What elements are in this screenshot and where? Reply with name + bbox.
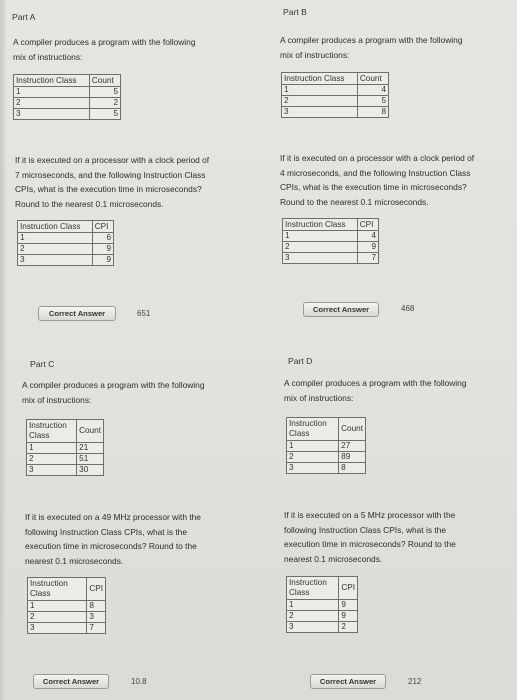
header-instruction-class: Instruction Class [282, 73, 358, 85]
cpi-table [27, 577, 106, 634]
question-text: If it is executed on a 49 MHz processor with the following Instruction Class CPIs, what is the execution time in microseconds? Round to the nearest 0.1 microseconds. [25, 512, 201, 566]
table-row: 3 8 [282, 107, 389, 118]
intro-text: A compiler produces a program with the following mix of instructions: [13, 37, 196, 62]
table-row: 3 2 [287, 622, 358, 633]
table-row: 1 4 [283, 231, 379, 242]
table-row: 2 2 [14, 98, 121, 109]
header-count: Count [339, 418, 366, 441]
correct-answer-button[interactable]: Correct Answer [310, 674, 386, 689]
intro-text: A compiler produces a program with the following mix of instructions: [284, 378, 467, 403]
question-text: If it is executed on a processor with a clock period of 7 microseconds, and the following Instruction Class CPIs, what is the execution time in microseconds? Round to the nearest 0.1 microseconds. [15, 155, 210, 209]
answer-value: 212 [408, 677, 422, 686]
table-row: 2 9 [18, 244, 114, 255]
table-row: 2 51 [27, 454, 104, 465]
table-row: 3 8 [287, 463, 366, 474]
part-title: Part C [30, 359, 55, 369]
question-text: If it is executed on a 5 MHz processor with the following Instruction Class CPIs, what is the execution time in microseconds? Round to the nearest 0.1 microseconds. [284, 510, 456, 564]
header-instruction-class: Instruction Class [287, 418, 339, 441]
part-title: Part B [283, 7, 307, 17]
table-row: 1 27 [287, 441, 366, 452]
header-cpi: CPI [339, 577, 358, 600]
count-table [13, 74, 121, 120]
table-row: 2 89 [287, 452, 366, 463]
table-row: 1 6 [18, 233, 114, 244]
table-row: 1 8 [28, 601, 106, 612]
table-row: 3 5 [14, 109, 121, 120]
page-edge [0, 0, 6, 700]
header-instruction-class: Instruction Class [283, 219, 358, 231]
header-cpi: CPI [92, 221, 113, 233]
table-row: 1 4 [282, 85, 389, 96]
answer-value: 468 [401, 304, 415, 313]
table-row: 3 30 [27, 465, 104, 476]
table-row: 3 7 [28, 623, 106, 634]
header-instruction-class: Instruction Class [14, 75, 90, 87]
table-row: 3 9 [18, 255, 114, 266]
table-row: 2 9 [283, 242, 379, 253]
header-count: Count [89, 75, 120, 87]
intro-text: A compiler produces a program with the following mix of instructions: [280, 35, 463, 60]
table-row: 2 9 [287, 611, 358, 622]
header-cpi: CPI [357, 219, 378, 231]
cpi-table [286, 576, 358, 633]
cpi-table [17, 220, 114, 266]
header-count: Count [77, 420, 104, 443]
cpi-table [282, 218, 379, 264]
table-row: 1 9 [287, 600, 358, 611]
table-row: 1 5 [14, 87, 121, 98]
intro-text: A compiler produces a program with the following mix of instructions: [22, 380, 205, 405]
correct-answer-button[interactable]: Correct Answer [33, 674, 109, 689]
count-table [281, 72, 389, 118]
part-title: Part D [288, 356, 313, 366]
table-row: 3 7 [283, 253, 379, 264]
correct-answer-button[interactable]: Correct Answer [303, 302, 379, 317]
header-instruction-class: Instruction Class [18, 221, 93, 233]
header-instruction-class: Instruction Class [287, 577, 339, 600]
header-instruction-class: Instruction Class [28, 578, 87, 601]
answer-value: 651 [137, 309, 151, 318]
answer-value: 10.8 [131, 677, 147, 686]
table-row: 1 21 [27, 443, 104, 454]
header-cpi: CPI [87, 578, 106, 601]
table-row: 2 5 [282, 96, 389, 107]
header-instruction-class: Instruction Class [27, 420, 77, 443]
correct-answer-button[interactable]: Correct Answer [38, 306, 116, 321]
part-title: Part A [12, 12, 36, 22]
question-text: If it is executed on a processor with a clock period of 4 microseconds, and the following Instruction Class CPIs, what is the execution time in microseconds? Round to the nearest 0.1 microseconds. [280, 153, 475, 207]
count-table [286, 417, 366, 474]
table-row: 2 3 [28, 612, 106, 623]
header-count: Count [357, 73, 388, 85]
count-table [26, 419, 104, 476]
